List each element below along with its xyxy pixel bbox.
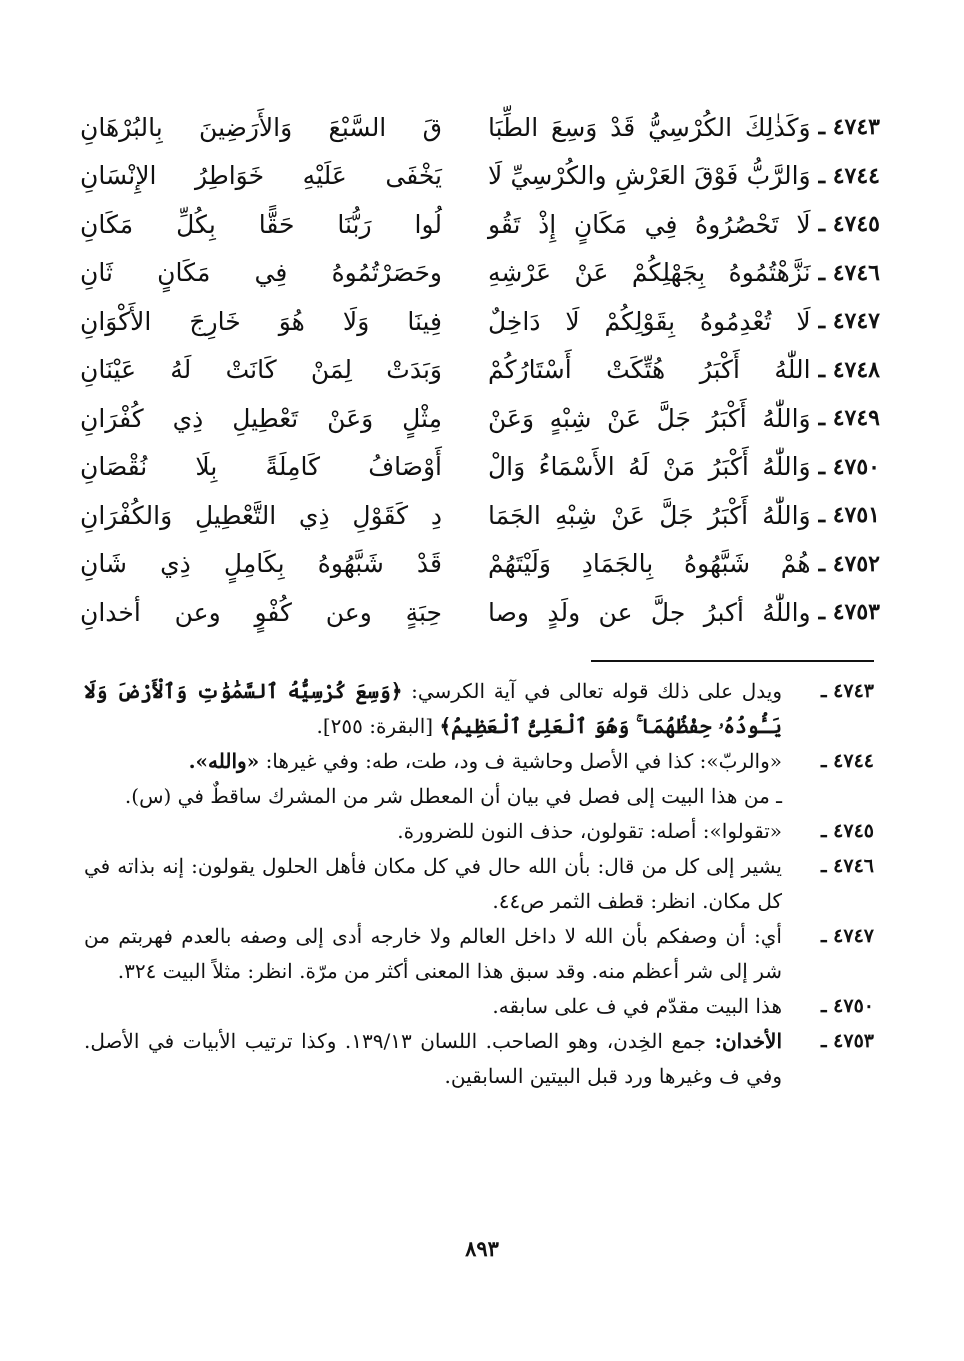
verse-first-hemistich — [488, 202, 880, 246]
verse-number: ٤٧٤٣ ـ — [818, 114, 880, 140]
footnote-number: ٤٧٤٤ ـ — [820, 750, 874, 772]
verse-second-hemistich — [80, 299, 442, 343]
verse-row — [80, 105, 880, 154]
footnote-text: ويدل على ذلك قوله تعالى في آية الكرسي: — [411, 679, 782, 703]
hemistich-text: لَا تُعْدِمُوهُ بِقَوْلِكُمْ لَا دَاخِلٌ — [488, 306, 811, 336]
hemistich-text: لَا تَحْصُرُوهُ فِي مَكَانٍ إِذْ تَقُو — [488, 209, 811, 239]
verse-row — [80, 542, 880, 591]
hemistich-text: وَاللّٰهُ أَكْبَرُ جَلَّ عَنْ شِبْهِ الجَمَا — [488, 500, 811, 530]
quran-quote: ﴿وَسِعَ كُرْسِيُّهُ ٱلسَّمَٰوَٰتِ وَٱلْأَرْضَ وَلَا يَـُٔودُهُۥ حِفْظُهُمَا ۚ وَهُوَ ٱلْعَلِىُّ ٱلْعَظِيمُ﴾ — [84, 679, 782, 738]
hemistich-text: قَ السَّبْعَ وَالأَرَضِينَ بِالبُرْهَانِ — [80, 112, 442, 142]
footnote — [84, 674, 874, 744]
verse-second-hemistich — [80, 396, 442, 440]
verse-number: ٤٧٥٣ ـ — [818, 599, 880, 625]
poem-verses — [80, 105, 880, 639]
footnote-number: ٤٧٤٣ ـ — [820, 680, 874, 702]
verse-row — [80, 154, 880, 203]
footnote-divider — [591, 660, 874, 662]
footnote — [84, 814, 874, 849]
hemistich-text: وَكَذٰلِكَ الكُرْسِيُّ قَدْ وَسِعَ الطِّبَا — [488, 112, 811, 142]
verse-second-hemistich — [80, 105, 442, 149]
verse-first-hemistich — [488, 493, 880, 537]
footnote-text: «والربّ»: كذا في الأصل وحاشية ف ود، طت، طه: وفي غيرها: — [265, 749, 782, 773]
hemistich-text: مِثْلٍ وَعَنْ تَعْطِيلِ ذِي كُفْرَانِ — [80, 403, 442, 433]
verse-second-hemistich — [80, 445, 442, 489]
footnote-text: يشير إلى كل من قال: بأن الله حال في كل مكان فأهل الحلول يقولون: إنه بذاته في كل مكان. انظر: قطف الثمر ص٤٤. — [84, 854, 782, 913]
verse-row — [80, 348, 880, 397]
verse-row — [80, 396, 880, 445]
hemistich-text: نَزَّهْتُمُوهُ بِجَهْلِكُمْ عَنْ عَرْشِهِ — [488, 258, 811, 287]
verse-row — [80, 590, 880, 639]
verse-row — [80, 202, 880, 251]
hemistich-text: واللّٰهُ أكبرُ جلَّ عن ولَدٍ وصا — [488, 597, 811, 627]
footnote — [84, 849, 874, 919]
hemistich-text: يَخْفَى عَلَيْهِ خَوَاطِرُ الإِنْسَانِ — [80, 161, 442, 190]
verse-first-hemistich — [488, 299, 880, 343]
footnote-number: ٤٧٤٦ ـ — [820, 855, 874, 877]
footnote — [84, 989, 874, 1024]
verse-second-hemistich — [80, 542, 442, 586]
verse-second-hemistich — [80, 348, 442, 392]
page-number: ٨٩٣ — [465, 1236, 499, 1261]
verse-number: ٤٧٥٢ ـ — [818, 550, 880, 577]
footnote — [84, 919, 874, 989]
footnote-text: أي: أن وصفكم بأن الله لا داخل العالم ولا خارجه أدى إلى وصفه بالعدم فهربتم من شر إلى شر أعظم منه. وقد سبق هذا المعنى أكثر من مرّة. انظر: مثلاً البيت ٣٢٤. — [84, 924, 782, 983]
hemistich-text: وَالرَّبُّ فَوْقَ العَرْشِ والكُرْسِيِّ لَا — [488, 161, 811, 190]
verse-first-hemistich — [488, 251, 880, 295]
hemistich-text: وَاللّٰهُ أَكْبَرُ مَنْ لَهُ الأَسْمَاءُ وَالْ — [488, 452, 811, 481]
hemistich-text: دِ كَقَوْلِ ذِي التَّعْطِيلِ وَالكُفْرَانِ — [80, 500, 442, 530]
hemistich-text: حِبَةٍ وعن كُفْوٍ وعن أخدانِ — [80, 597, 442, 627]
verse-first-hemistich — [488, 105, 880, 149]
hemistich-text: اللّٰهُ أَكْبَرُ هُتِّكَتْ أَسْتَارُكُمْ — [488, 355, 811, 384]
verse-second-hemistich — [80, 590, 442, 634]
footnote-number: ٤٧٤٧ ـ — [820, 925, 874, 947]
footnote-text: جمع الخِدن، وهو الصاحب. اللسان ١٣٩/١٣. وكذا ترتيب الأبيات في الأصل. وفي ف وغيرها ورد قبل البيتين السابقين. — [84, 1029, 782, 1088]
footnote-number: ٤٧٥٠ ـ — [820, 995, 874, 1017]
verse-first-hemistich — [488, 445, 880, 489]
verse-row — [80, 251, 880, 300]
footnote-headword: الأخدان: — [714, 1029, 783, 1053]
hemistich-text: هُمْ شَبَّهُوهُ بِالجَمَادِ وَلَيْتَهُمْ — [488, 549, 811, 578]
hemistich-text: فِينَا وَلَا هُوَ خَارِجَ الأَكْوَانِ — [80, 306, 442, 336]
verse-number: ٤٧٤٩ ـ — [818, 405, 880, 431]
verse-first-hemistich — [488, 542, 880, 586]
footnote — [84, 1024, 874, 1094]
verse-row — [80, 493, 880, 542]
hemistich-text: أَوْصَافُ كَامِلَةً بِلَا نُقْصَانِ — [80, 452, 442, 481]
hemistich-text: قَدْ شَبَّهُوهُ بِكَامِلٍ ذِي شَانِ — [80, 549, 442, 578]
footnote — [84, 744, 874, 779]
hemistich-text: وحَصَرْتُمُوهُ فِي مَكَانٍ ثَانِ — [80, 258, 442, 287]
verse-number: ٤٧٤٦ ـ — [818, 259, 880, 286]
verse-second-hemistich — [80, 202, 442, 246]
hemistich-text: وَبَدَتْ لِمَنْ كَانَتْ لَهُ عَيْنَانِ — [80, 355, 442, 384]
verse-number: ٤٧٤٧ ـ — [818, 308, 880, 334]
footnote-text: «تقولوا»: أصله: تقولون، حذف النون للضرورة. — [397, 819, 782, 843]
footnotes — [84, 674, 874, 1094]
verse-first-hemistich — [488, 348, 880, 392]
footnote-number: ٤٧٤٥ ـ — [820, 820, 874, 842]
verse-first-hemistich — [488, 590, 880, 634]
verse-first-hemistich — [488, 154, 880, 198]
verse-row — [80, 445, 880, 494]
verse-number: ٤٧٥١ ـ — [818, 502, 880, 528]
verse-second-hemistich — [80, 154, 442, 198]
verse-number: ٤٧٤٤ ـ — [818, 162, 880, 189]
footnote-number: ٤٧٥٣ ـ — [820, 1030, 874, 1052]
hemistich-text: وَاللّٰهُ أَكْبَرُ جَلَّ عَنْ شِبْهٍ وَعَنْ — [488, 403, 811, 433]
verse-second-hemistich — [80, 493, 442, 537]
footnote-text: هذا البيت مقدّم في ف على سابقه. — [492, 994, 782, 1018]
footnote-text: ـ من هذا البيت إلى فصل في بيان أن المعطل شر من المشرك ساقطٌ في (س). — [124, 784, 782, 808]
verse-second-hemistich — [80, 251, 442, 295]
hemistich-text: لُوا رَبُّنَا حَقًّا بِكُلِّ مَكَانِ — [80, 209, 442, 239]
verse-number: ٤٧٥٠ ـ — [818, 453, 880, 480]
verse-row — [80, 299, 880, 348]
footnote — [84, 779, 874, 814]
verse-number: ٤٧٤٥ ـ — [818, 211, 880, 237]
footnote-variant: «والله». — [188, 749, 260, 773]
verse-number: ٤٧٤٨ ـ — [818, 356, 880, 383]
footnote-citation: [البقرة: ٢٥٥]. — [316, 714, 434, 738]
verse-first-hemistich — [488, 396, 880, 440]
